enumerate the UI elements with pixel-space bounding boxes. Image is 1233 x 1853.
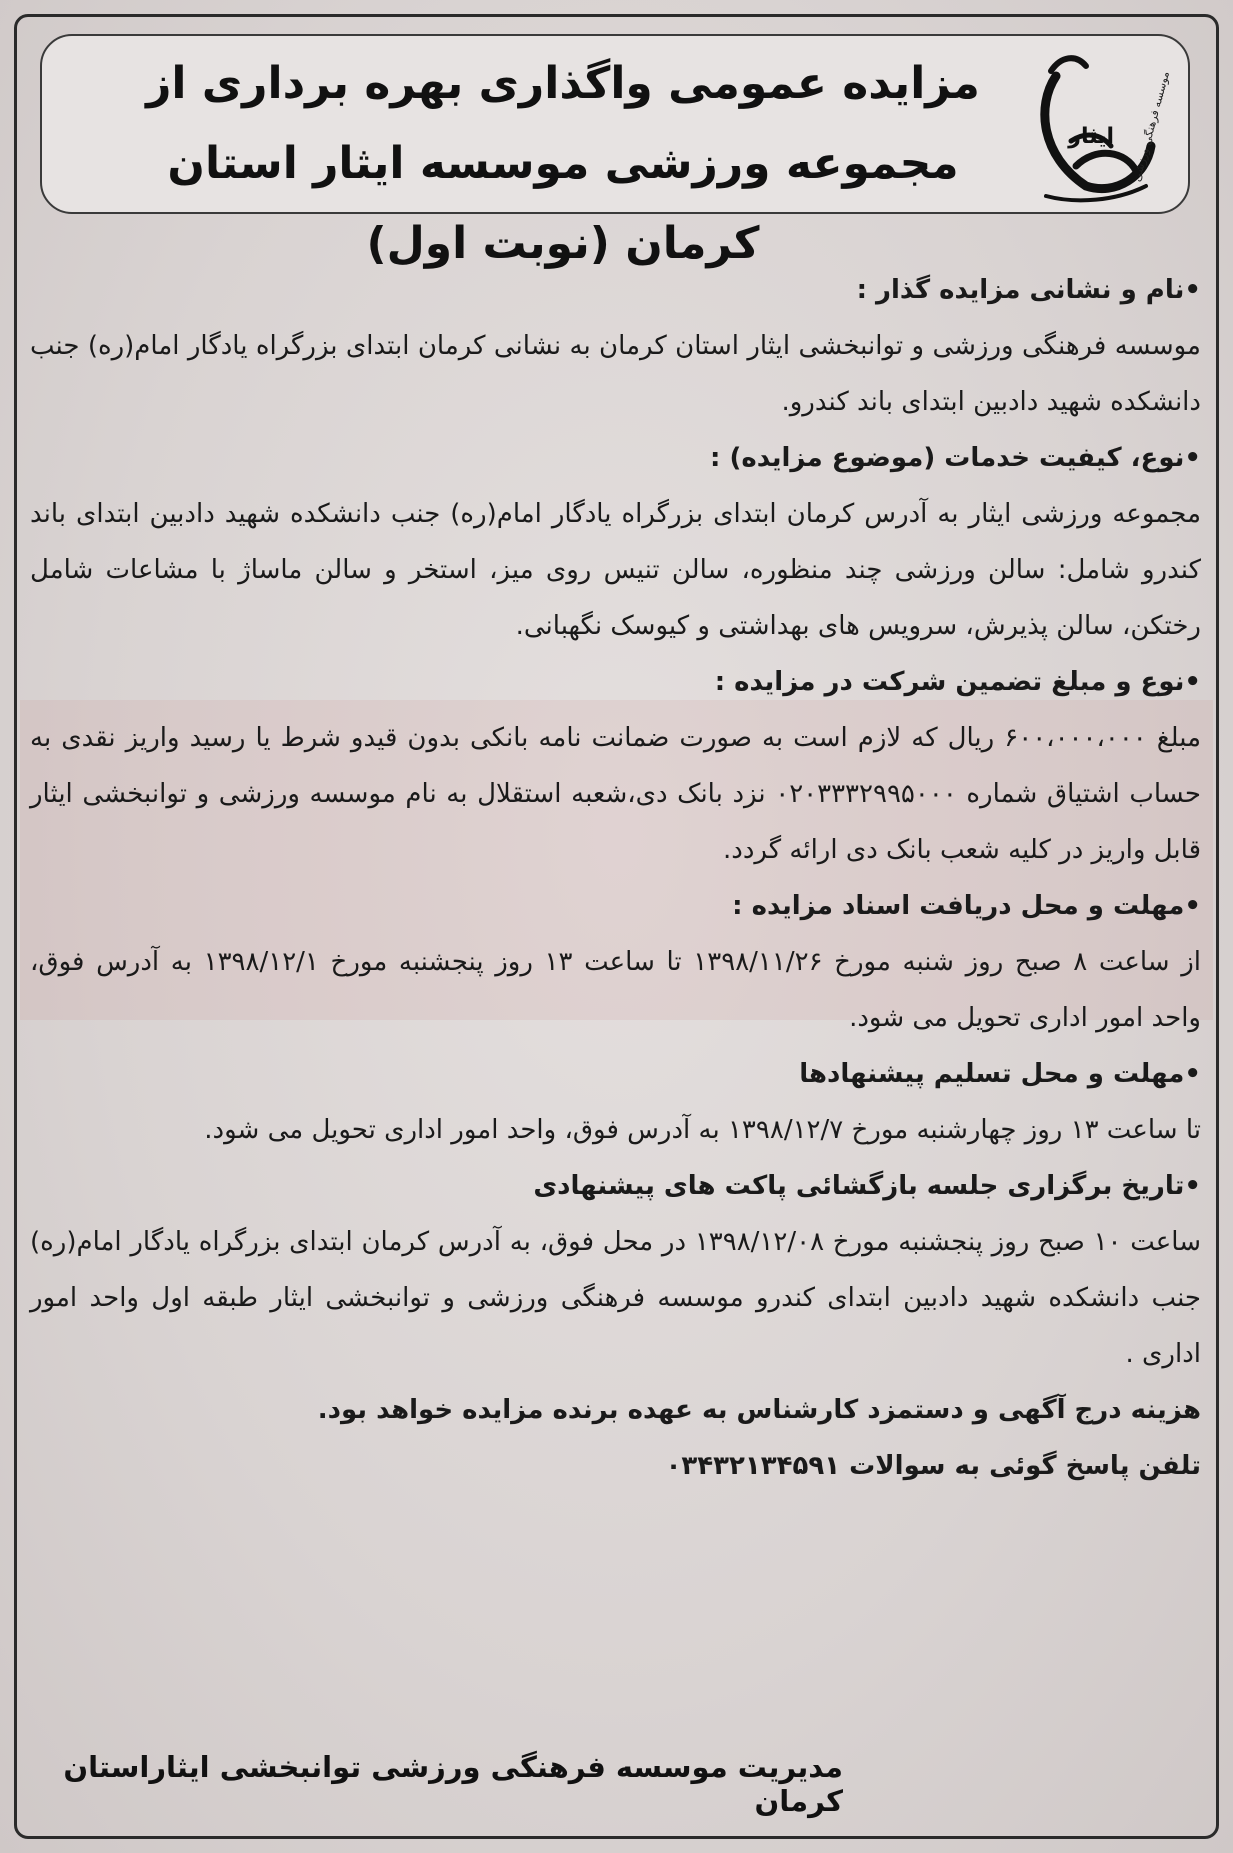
page-title: مزایده عمومی واگذاری بهره برداری از مجموعه ورزشی موسسه ایثار استان کرمان (نوبت اول)	[146, 58, 980, 269]
section-text: مجموعه ورزشی ایثار به آدرس کرمان ابتدای بزرگراه یادگار امام(ره) جنب دانشکده شهید دادبین ابتدای باند کندرو شامل: سالن ورزشی چند منظوره، سالن تنیس روی میز، استخر و سالن ماساژ با مشاعات شامل رختکن، سالن پذیرش، سرویس های بهداشتی و کیوسک نگهبانی.	[30, 499, 1201, 641]
ad-body	[30, 262, 1201, 1494]
issuer-signature: مدیریت موسسه فرهنگی ورزشی توانبخشی ایثاراستان کرمان	[63, 1750, 843, 1818]
section-heading: •نوع و مبلغ تضمین شرکت در مزایده :	[714, 667, 1201, 697]
section-documents-deadline	[30, 878, 1201, 1046]
section-text: تا ساعت ۱۳ روز چهارشنبه مورخ ۱۳۹۸/۱۲/۷ به آدرس فوق، واحد امور اداری تحویل می شود.	[204, 1115, 1201, 1145]
section-text: از ساعت ۸ صبح روز شنبه مورخ ۱۳۹۸/۱۱/۲۶ تا ساعت ۱۳ روز پنجشنبه مورخ ۱۳۹۸/۱۲/۱ به آدرس فوق، واحد امور اداری تحویل می شود.	[30, 947, 1202, 1033]
section-text: ساعت ۱۰ صبح روز پنجشنبه مورخ ۱۳۹۸/۱۲/۰۸ در محل فوق، به آدرس کرمان ابتدای بزرگراه یادگار امام(ره) جنب دانشکده شهید دادبین ابتدای کندرو موسسه فرهنگی ورزشی و توانبخشی ایثار طبقه اول واحد امور اداری .	[30, 1227, 1201, 1369]
section-text: مبلغ ۶۰۰،۰۰۰،۰۰۰ ریال که لازم است به صورت ضمانت نامه بانکی بدون قیدو شرط یا رسید واریز نقدی به حساب اشتیاق شماره ۰۲۰۳۳۳۲۹۹۵۰۰۰ نزد بانک دی،شعبه استقلال به نام موسسه ورزشی و توانبخشی ایثار قابل واریز در کلیه شعب بانک دی ارائه گردد.	[30, 723, 1202, 865]
cost-note: هزینه درج آگهی و دستمزد کارشناس به عهده برنده مزایده خواهد بود.	[317, 1395, 1201, 1425]
section-text: موسسه فرهنگی ورزشی و توانبخشی ایثار استان کرمان به نشانی کرمان ابتدای بزرگراه یادگار امام(ره) جنب دانشکده شهید دادبین ابتدای باند کندرو.	[30, 331, 1201, 417]
isar-logo	[1016, 46, 1173, 206]
section-service-type	[30, 430, 1201, 654]
section-organizer	[30, 262, 1201, 430]
section-heading: •نام و نشانی مزایده گذار :	[856, 275, 1201, 305]
phone-note: تلفن پاسخ گوئی به سوالات ۰۳۴۳۲۱۳۴۵۹۱	[665, 1451, 1201, 1481]
section-heading: •نوع، کیفیت خدمات (موضوع مزایده) :	[710, 443, 1201, 473]
section-heading: •مهلت و محل دریافت اسناد مزایده :	[732, 891, 1201, 921]
section-heading: •تاریخ برگزاری جلسه بازگشائی پاکت های پیشنهادی	[533, 1171, 1201, 1201]
section-guarantee	[30, 654, 1201, 878]
title-box	[40, 34, 1190, 269]
logo-arc-caption: موسسه فرهنگی ورزشی	[1130, 70, 1173, 184]
section-opening-session	[30, 1158, 1201, 1382]
section-heading: •مهلت و محل تسلیم پیشنهادها	[799, 1059, 1201, 1089]
section-proposal-deadline	[30, 1046, 1201, 1158]
logo-wordmark: ایثار	[1068, 124, 1114, 149]
